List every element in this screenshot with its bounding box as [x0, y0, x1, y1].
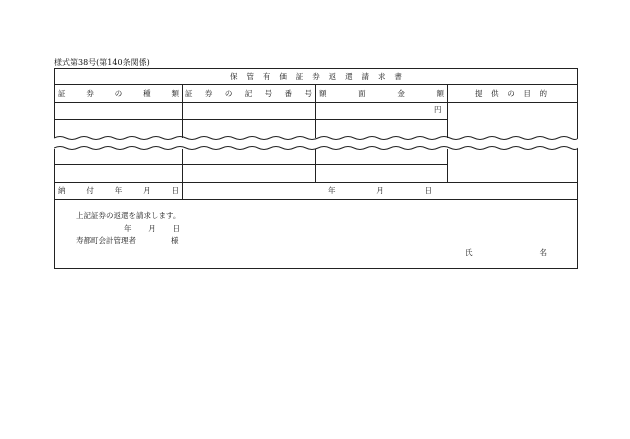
rule-row-b2	[54, 182, 578, 183]
header-securities-number: 証 券 の 記 号 番 号	[185, 89, 312, 98]
securities-return-request-form	[54, 68, 577, 268]
payment-date-value: 年 月 日	[328, 186, 432, 195]
border-right	[577, 68, 578, 269]
torn-edge-top	[54, 135, 578, 141]
torn-edge-bottom	[54, 145, 578, 151]
rule-row1	[54, 119, 447, 120]
rule-payment	[54, 199, 578, 200]
col-divider-2	[315, 84, 316, 183]
name-label: 氏 名	[465, 248, 547, 257]
form-title: 保 管 有 価 証 券 返 還 請 求 書	[230, 72, 402, 81]
rule-row-b1	[54, 164, 447, 165]
header-securities-type: 証 券 の 種 類	[58, 89, 179, 98]
rule-header	[54, 102, 578, 103]
rule-title	[54, 84, 578, 85]
honorific: 様	[171, 236, 179, 245]
border-top	[54, 68, 578, 69]
header-purpose: 提 供 の 目 的	[475, 89, 547, 98]
border-bottom	[54, 268, 578, 269]
header-face-value: 額 面 金 額	[319, 89, 444, 98]
request-text: 上記証券の返還を請求します。	[76, 211, 181, 220]
addressee: 寿都町会計管理者	[76, 236, 136, 245]
payment-date-label: 納 付 年 月 日	[58, 186, 179, 195]
form-caption: 様式第38号(第140条関係)	[54, 58, 150, 67]
currency-unit: 円	[434, 105, 442, 114]
request-date: 年 月 日	[124, 224, 180, 233]
col-divider-3	[447, 84, 448, 183]
border-left	[54, 68, 55, 269]
